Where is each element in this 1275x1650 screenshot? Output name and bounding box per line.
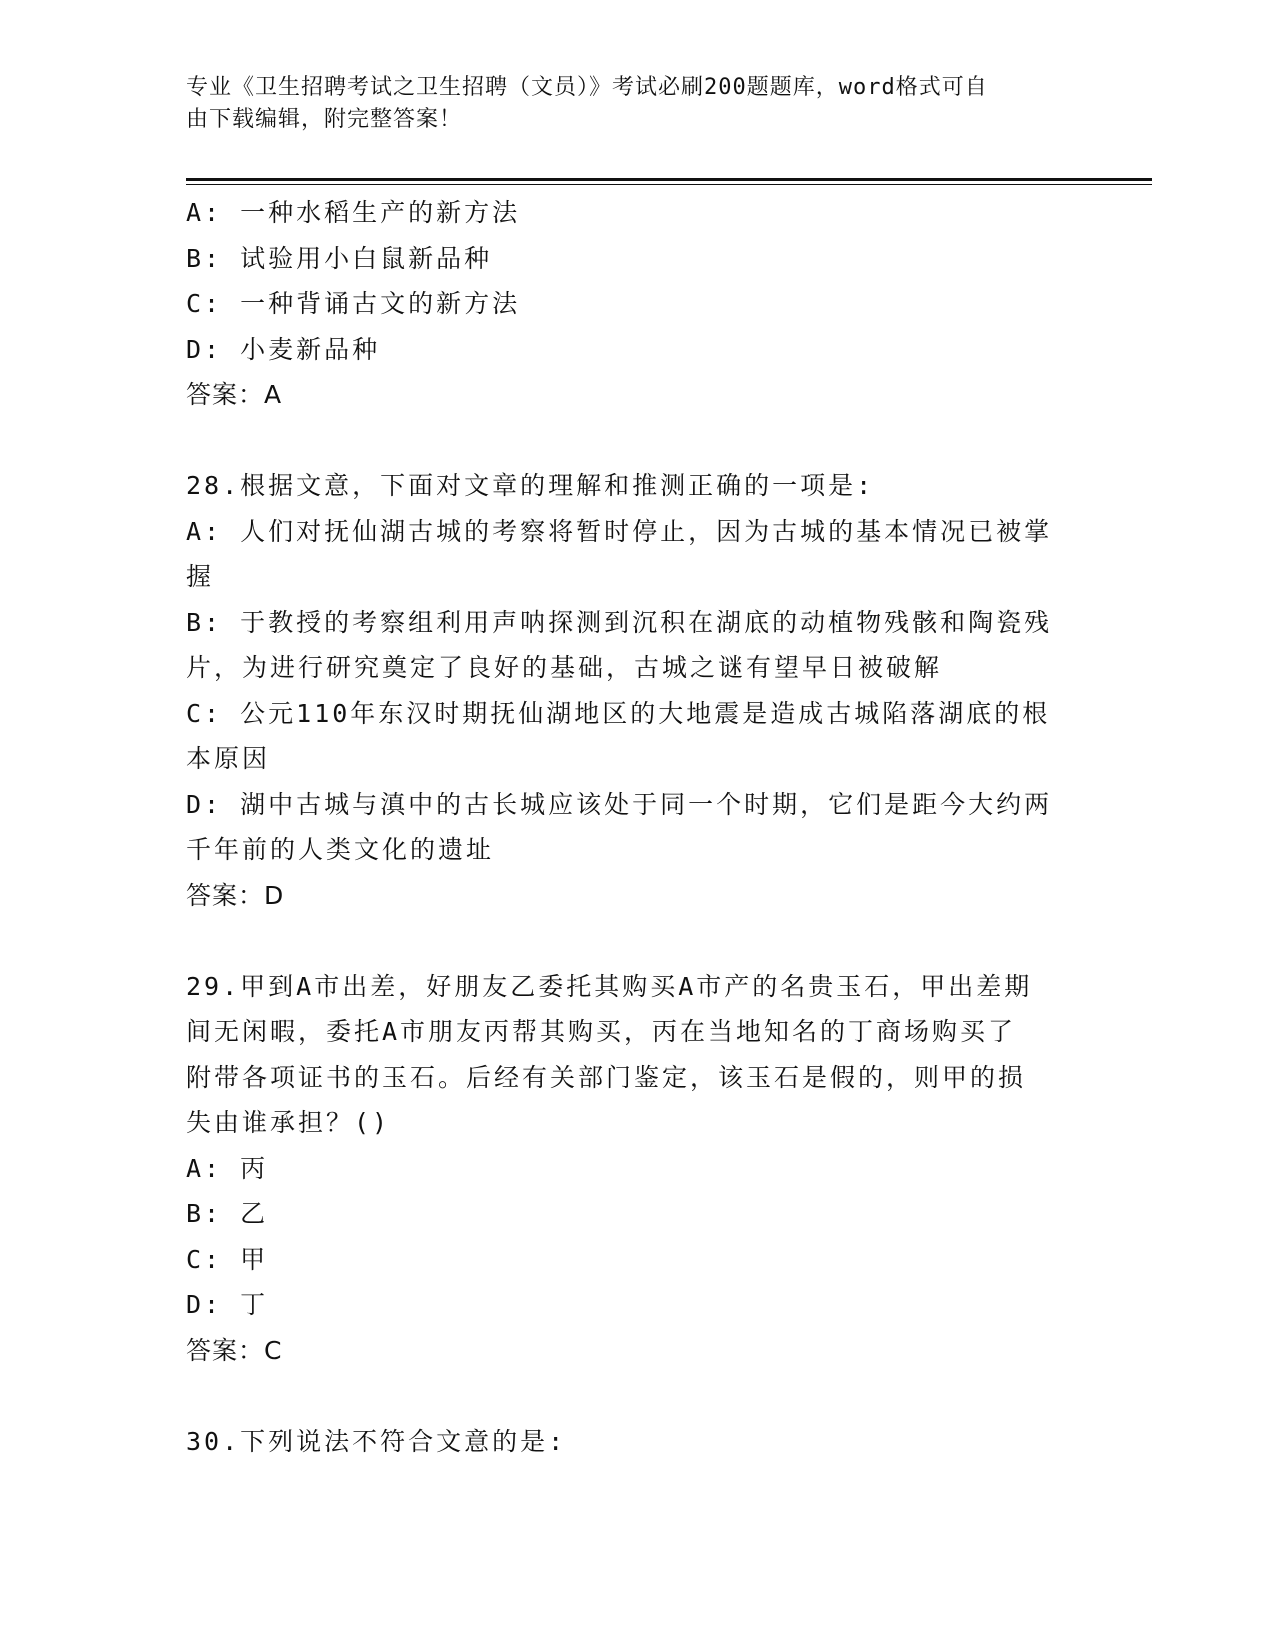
q27-option-c: C: 一种背诵古文的新方法 bbox=[186, 289, 521, 318]
q28-option-b-line-1: B: 于教授的考察组利用声呐探测到沉积在湖底的动植物残骸和陶瓷残 bbox=[186, 607, 1053, 637]
spacer bbox=[186, 918, 1086, 964]
q28-option-d-line-2: 千年前的人类文化的遗址 bbox=[186, 835, 495, 864]
header-divider-thick bbox=[186, 178, 1152, 181]
q28-option-a-line-1: A: 人们对抚仙湖古城的考察将暂时停止，因为古城的基本情况已被掌 bbox=[186, 516, 1053, 546]
q29-stem-line-2: 间无闲暇，委托A市朋友丙帮其购买，丙在当地知名的丁商场购买了 bbox=[186, 1017, 1017, 1046]
header-line-1: 专业《卫生招聘考试之卫生招聘（文员）》考试必刷200题题库，word格式可自 bbox=[186, 75, 988, 100]
question-30-block bbox=[186, 1419, 1086, 1465]
q28-option-d-line-1: D: 湖中古城与滇中的古长城应该处于同一个时期，它们是距今大约两 bbox=[186, 789, 1053, 819]
q28-option-c-line-1: C: 公元110年东汉时期抚仙湖地区的大地震是造成古城陷落湖底的根 bbox=[186, 698, 1051, 728]
question-29-block bbox=[186, 964, 1086, 1374]
question-27-block bbox=[186, 190, 1086, 418]
q28-option-a-line-2: 握 bbox=[186, 562, 215, 591]
q29-option-d: D: 丁 bbox=[186, 1290, 269, 1319]
question-28-block bbox=[186, 463, 1086, 918]
q28-option-c-line-2: 本原因 bbox=[186, 744, 271, 773]
document-header bbox=[186, 72, 1066, 136]
q29-stem-line-4: 失由谁承担？() bbox=[186, 1108, 391, 1137]
q28-stem: 28.根据文意，下面对文章的理解和推测正确的一项是: bbox=[186, 471, 875, 500]
q27-option-b: B: 试验用小白鼠新品种 bbox=[186, 243, 493, 273]
q29-option-b: B: 乙 bbox=[186, 1199, 269, 1228]
q29-option-c: C: 甲 bbox=[186, 1244, 269, 1274]
q29-stem-line-1: 29.甲到A市出差，好朋友乙委托其购买A市产的名贵玉石，甲出差期 bbox=[186, 971, 1033, 1001]
q29-answer: 答案：C bbox=[186, 1335, 283, 1365]
q28-option-b-line-2: 片，为进行研究奠定了良好的基础，古城之谜有望早日被破解 bbox=[186, 653, 943, 682]
spacer bbox=[186, 1373, 1086, 1419]
q28-answer: 答案：D bbox=[186, 880, 285, 910]
q27-answer: 答案：A bbox=[186, 380, 283, 409]
header-line-2: 由下载编辑，附完整答案！ bbox=[186, 107, 463, 132]
q30-stem: 30.下列说法不符合文意的是: bbox=[186, 1426, 567, 1456]
q29-option-a: A: 丙 bbox=[186, 1153, 269, 1183]
question-content bbox=[186, 190, 1086, 1464]
q27-option-d: D: 小麦新品种 bbox=[186, 334, 381, 364]
header-divider-thin bbox=[186, 184, 1152, 185]
spacer bbox=[186, 418, 1086, 464]
q29-stem-line-3: 附带各项证书的玉石。后经有关部门鉴定，该玉石是假的，则甲的损 bbox=[186, 1062, 1027, 1092]
q27-option-a: A: 一种水稻生产的新方法 bbox=[186, 198, 521, 227]
